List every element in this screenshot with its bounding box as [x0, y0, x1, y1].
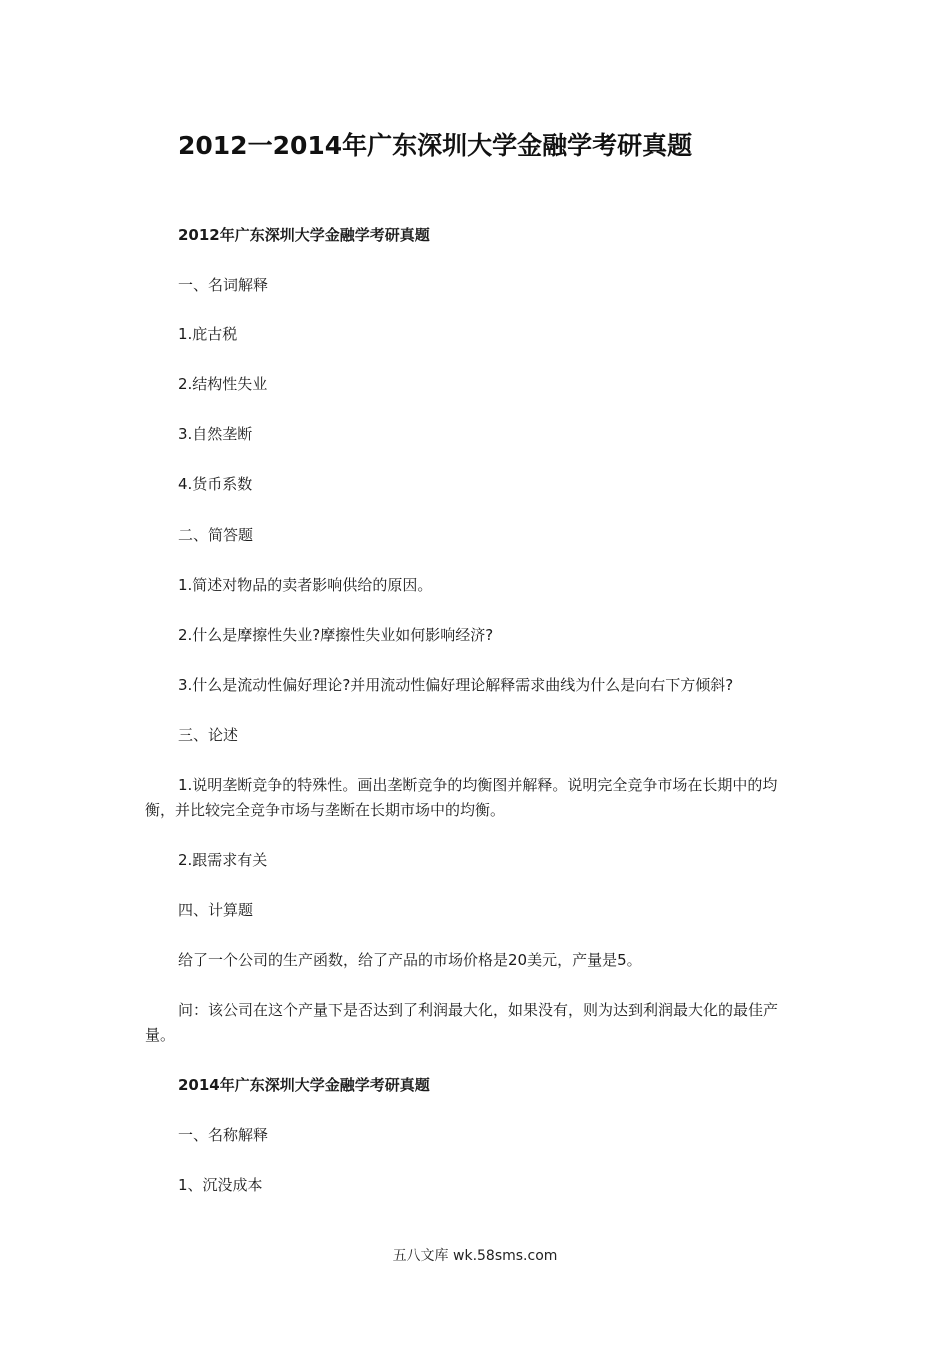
- list-item: 1.庇古税: [178, 325, 238, 343]
- part-heading-term-explanation: 一、名称解释: [178, 1126, 269, 1144]
- list-item: 1.说明垄断竞争的特殊性。画出垄断竞争的均衡图并解释。说明完全竞争市场在长期中的均衡，并比较完全竞争市场与垄断在长期市场中的均衡。: [145, 776, 778, 819]
- list-item: 2.结构性失业: [178, 375, 268, 393]
- list-item: 1、沉没成本: [178, 1176, 263, 1194]
- list-item: 2.什么是摩擦性失业?摩擦性失业如何影响经济?: [178, 626, 494, 644]
- part-heading-essay: 三、论述: [178, 726, 239, 744]
- list-item: 1.简述对物品的卖者影响供给的原因。: [178, 576, 433, 594]
- list-item: 4.货币系数: [178, 475, 253, 493]
- list-item: 3.自然垄断: [178, 425, 253, 443]
- section-heading-2012: 2012年广东深圳大学金融学考研真题: [178, 226, 430, 244]
- part-heading-noun-explanation: 一、名词解释: [178, 276, 269, 294]
- list-item: 问：该公司在这个产量下是否达到了利润最大化，如果没有，则为达到利润最大化的最佳产量。: [145, 1001, 779, 1044]
- document-title: 2012一2014年广东深圳大学金融学考研真题: [178, 131, 693, 160]
- list-item: 2.跟需求有关: [178, 851, 268, 869]
- footer-watermark: 五八文库 wk.58sms.com: [392, 1248, 558, 1264]
- list-item: 给了一个公司的生产函数，给了产品的市场价格是20美元，产量是5。: [178, 951, 642, 969]
- list-item: 3.什么是流动性偏好理论?并用流动性偏好理论解释需求曲线为什么是向右下方倾斜?: [178, 676, 734, 694]
- part-heading-short-answer: 二、简答题: [178, 526, 254, 544]
- section-heading-2014: 2014年广东深圳大学金融学考研真题: [178, 1076, 430, 1094]
- part-heading-calculation: 四、计算题: [178, 901, 254, 919]
